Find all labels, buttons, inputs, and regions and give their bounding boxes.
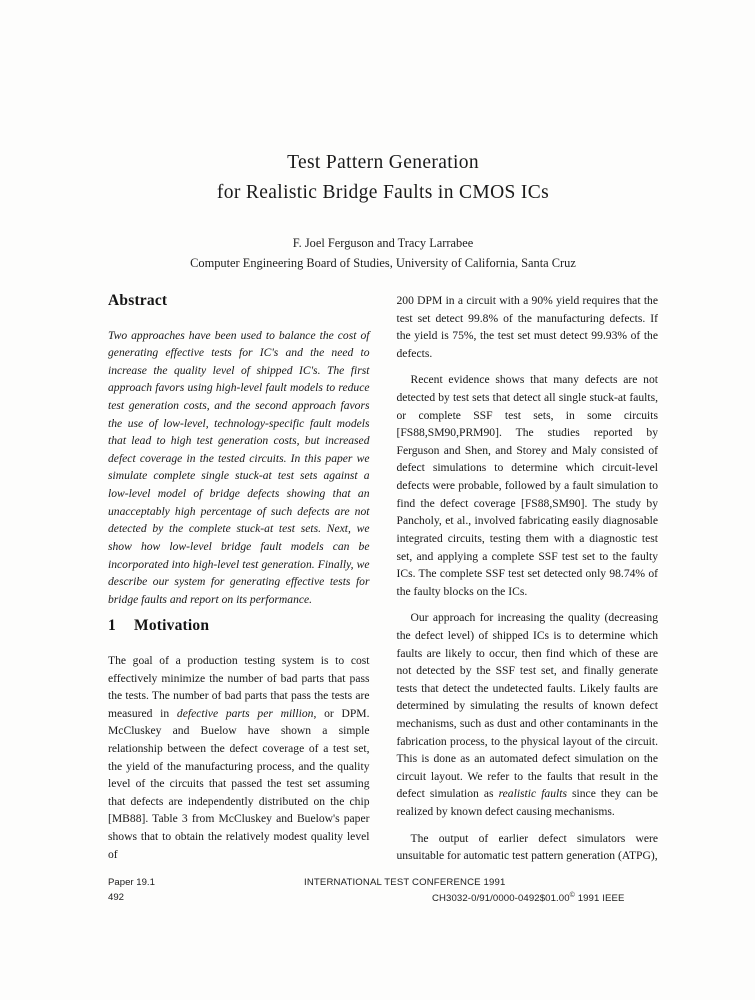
- author-list: F. Joel Ferguson and Tracy Larrabee: [292, 236, 474, 251]
- right-paragraph-3: [397, 609, 659, 820]
- copyright-icon: ©: [569, 892, 575, 899]
- section-title: Motivation: [134, 617, 210, 635]
- motivation-p1-part-b: , or DPM. McCluskey and Buelow have shown a simple relationship between the defect coverage of a test set, the yield of the manufacturing process, and the quality level of the circuits that passed the test set assuming that defects are independently distributed on the chip [MB88]. Table 3 from McCluskey and Buelow's paper shows that to obtain the relatively modest quality level of: [108, 706, 370, 861]
- right-paragraph-2: Recent evidence shows that many defects are not detected by test sets that detect all single stuck-at faults, or complete SSF test sets, in some circuits [FS88,SM90,PRM90]. The studies reported by Ferguson and Shen, and Storey and Maly consisted of defect simulations to determine which circuit-level defects were probable, followed by a fault simulation to find the defect coverage [FS88,SM90]. The study by Pancholy, et al., involved fabricating easily diagnosable integrated circuits, testing them with a diagnostic test set, and applying a complete SSF test set to the faulty ICs. The complete SSF test set detected only 98.74% of the faulty blocks on the ICs.: [396, 373, 658, 598]
- motivation-paragraph-1: [108, 652, 370, 863]
- footer-copyright-code: CH3032-0/91/0000-0492$01.00: [432, 893, 570, 905]
- footer-copyright-line: [432, 891, 624, 907]
- right-p3-part-a: Our approach for increasing the quality (decreasing the defect level) of shipped ICs is to determine which faults are likely to occur, then find which of these are not detected by the SSF test set, and finally generate tests that detect the undetected faults. Likely faults are determined by simulating the results of known defect mechanisms, such as dust and other contaminants in the fabrication process, to the physical layout of the circuit. This is done as an automated defect simulation on the circuit layout. We refer to the faults that result in the defect simulation as: [396, 611, 658, 801]
- right-p3-part-b: since they can be realized by known defect causing mechanisms.: [396, 787, 658, 819]
- abstract-paragraph: Two approaches have been used to balance the cost of generating effective tests for IC's and the need to increase the quality level of shipped IC's. The first approach favors using high-level fault models to reduce test generation costs, and the second approach favors the use of low-level, technology-specific fault models that lead to high test generation costs, but increased defect coverage in the tested circuits. In this paper we simulate complete single stuck-at test sets against a low-level model of bridge defects showing that an unacceptably high percentage of such defects are not detected by the complete stuck-at test sets. Next, we show how low-level bridge fault models can be incorporated into high-level test generation. Finally, we describe our system for generating effective tests for bridge faults and report on its performance.: [108, 328, 370, 606]
- right-paragraph-1: 200 DPM in a circuit with a 90% yield requires that the test set detect 99.8% of the manufacturing defects. If the yield is 75%, the test set must detect 99.93% of the defects.: [396, 294, 658, 360]
- body-columns: [108, 292, 658, 874]
- footer-conference-name: INTERNATIONAL TEST CONFERENCE 1991: [304, 877, 506, 888]
- motivation-p1-emphasis: defective parts per million: [176, 706, 314, 720]
- motivation-p1-part-a: The goal of a production testing system is to cost effectively minimize the number of bad parts that pass the tests. The number of bad parts that pass the tests are measured in: [108, 653, 370, 720]
- title-block: [108, 0, 658, 273]
- right-p3-emphasis: realistic faults: [498, 787, 567, 801]
- left-column: [108, 292, 370, 874]
- footer-row-bottom: [108, 891, 658, 906]
- footer-page-number: 492: [108, 892, 125, 903]
- abstract-heading: Abstract: [108, 292, 168, 309]
- right-column: [397, 292, 659, 874]
- paper-title-line-2: for Realistic Bridge Faults in CMOS ICs: [216, 182, 550, 204]
- right-paragraph-4: The output of earlier defect simulators were unsuitable for automatic test pattern generation (ATPG),: [396, 831, 658, 863]
- paper-body: [108, 0, 658, 1000]
- section-heading-motivation: [108, 617, 370, 636]
- page-footer: [108, 876, 658, 906]
- footer-row-top: [108, 876, 658, 891]
- section-number: 1: [108, 617, 116, 635]
- paper-title-line-1: Test Pattern Generation: [287, 152, 479, 173]
- affiliation: Computer Engineering Board of Studies, University of California, Santa Cruz: [190, 255, 576, 270]
- footer-copyright-owner: 1991 IEEE: [577, 893, 625, 905]
- footer-paper-id: Paper 19.1: [108, 877, 155, 888]
